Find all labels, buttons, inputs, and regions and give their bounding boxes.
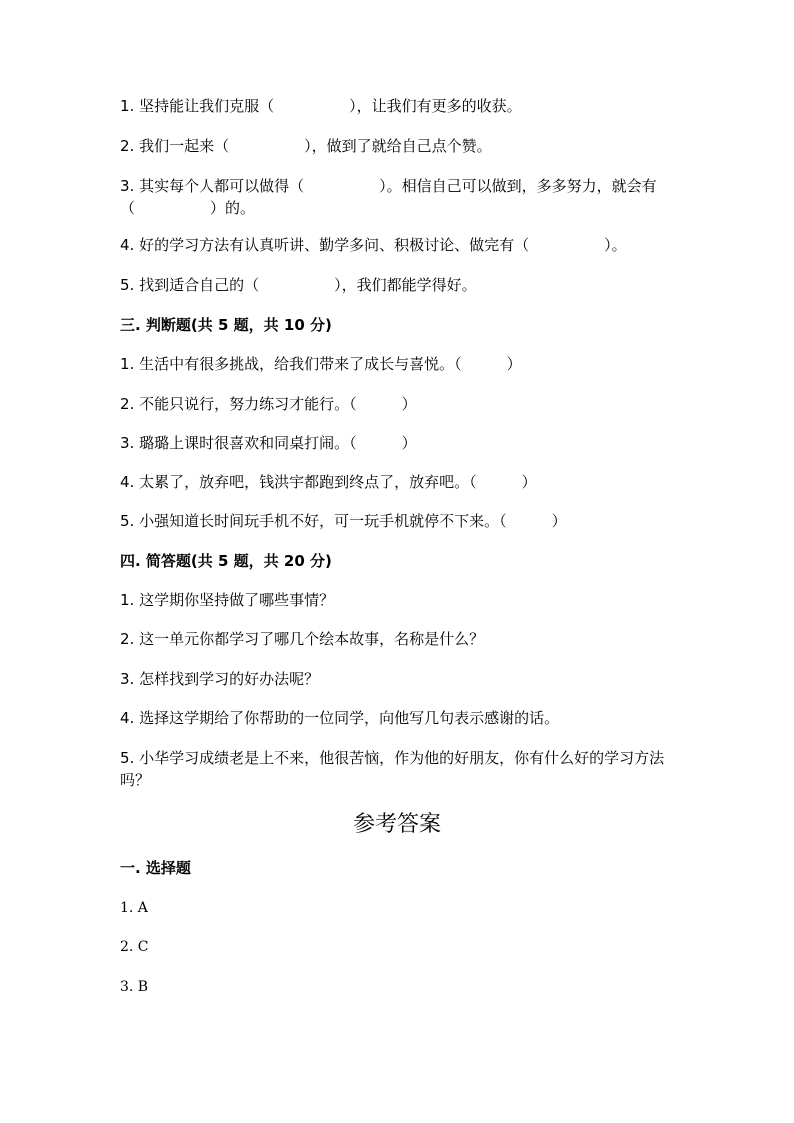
judge-item-2: 2. 不能只说行，努力练习才能行。（ ） xyxy=(120,395,417,413)
fill-in-item-2: 2. 我们一起来（ ），做到了就给自己点个赞。 xyxy=(120,137,492,155)
answer-item-2: 2. C xyxy=(120,939,149,955)
fill-in-item-3: 3. 其实每个人都可以做得（ ）。相信自己可以做到，多多努力，就会有（ ）的。 xyxy=(120,177,657,217)
fill-in-item-5: 5. 找到适合自己的（ ），我们都能学得好。 xyxy=(120,276,477,294)
fill-in-item-4: 4. 好的学习方法有认真听讲、勤学多问、积极讨论、做完有（ ）。 xyxy=(120,236,627,254)
short-answer-item-2: 2. 这一单元你都学习了哪几个绘本故事，名称是什么？ xyxy=(120,630,485,648)
judge-item-1: 1. 生活中有很多挑战，给我们带来了成长与喜悦。（ ） xyxy=(120,355,522,373)
answers-title: 参考答案 xyxy=(352,812,441,837)
judge-item-3: 3. 璐璐上课时很喜欢和同桌打闹。（ ） xyxy=(120,434,417,452)
judge-item-4: 4. 太累了，放弃吧，钱洪宇都跑到终点了，放弃吧。（ ） xyxy=(120,473,537,491)
short-answer-item-5: 5. 小华学习成绩老是上不来，他很苦恼，作为他的好朋友，你有什么好的学习方法吗？ xyxy=(120,749,665,789)
answer-item-1: 1. A xyxy=(120,900,148,916)
short-answer-item-1: 1. 这学期你坚持做了哪些事情？ xyxy=(120,591,335,609)
answer-item-3: 3. B xyxy=(120,979,149,995)
judge-section-heading: 三. 判断题(共 5 题，共 10 分) xyxy=(120,316,332,334)
fill-in-item-1: 1. 坚持能让我们克服（ ），让我们有更多的收获。 xyxy=(120,97,522,115)
judge-item-5: 5. 小强知道长时间玩手机不好，可一玩手机就停不下来。（ ） xyxy=(120,512,567,530)
short-answer-item-4: 4. 选择这学期给了你帮助的一位同学，向他写几句表示感谢的话。 xyxy=(120,709,560,727)
short-answer-section-heading: 四. 简答题(共 5 题，共 20 分) xyxy=(120,552,332,570)
short-answer-item-3: 3. 怎样找到学习的好办法呢？ xyxy=(120,670,320,688)
answers-section-heading: 一. 选择题 xyxy=(120,859,191,877)
